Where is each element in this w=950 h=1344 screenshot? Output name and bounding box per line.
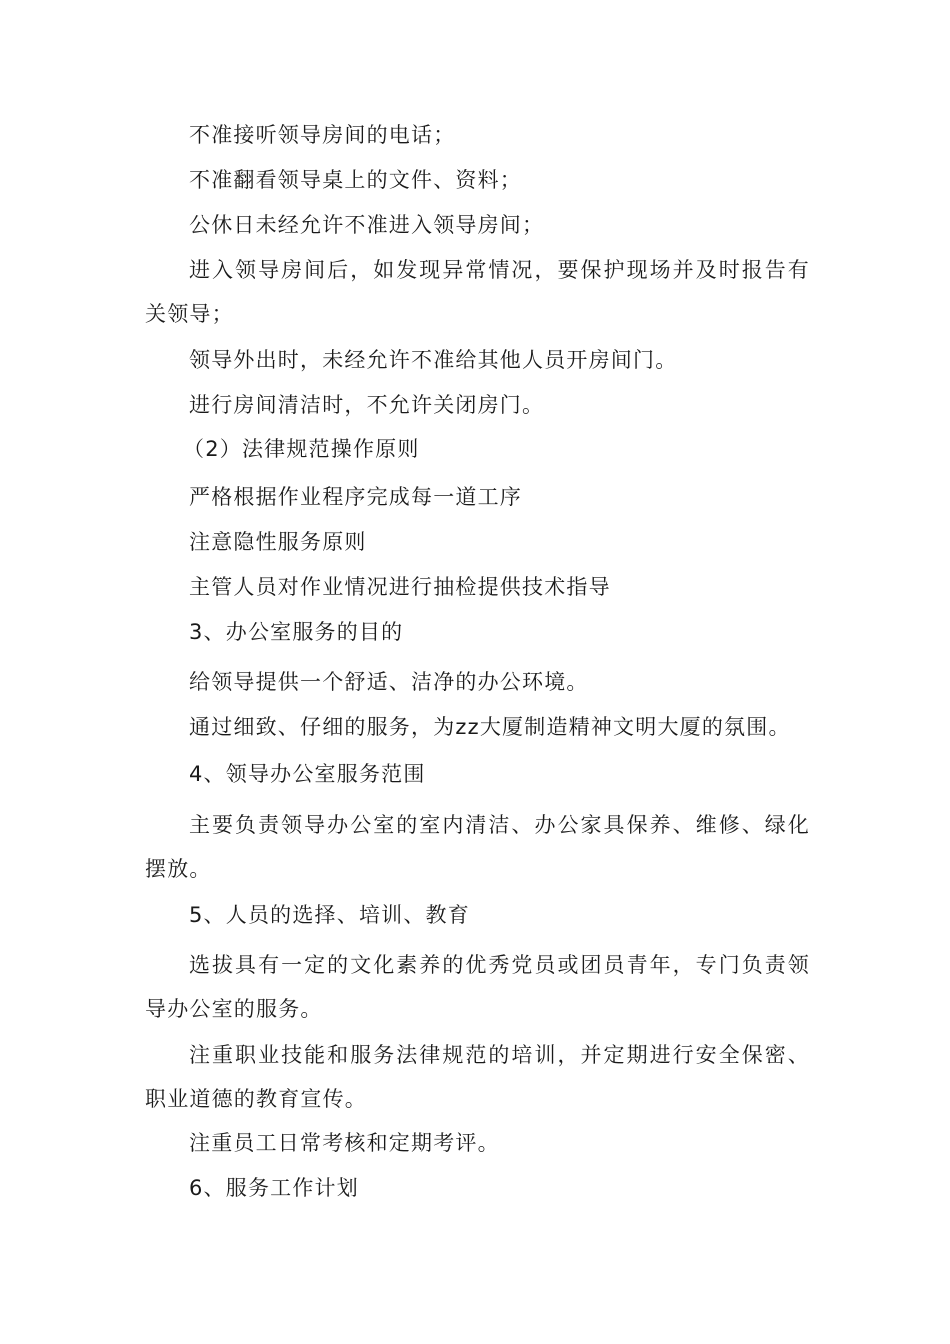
- section-heading: 6、服务工作计划: [189, 1176, 359, 1200]
- paragraph: 进行房间清洁时，不允许关闭房门。: [189, 393, 545, 417]
- paragraph: 注重职业技能和服务法律规范的培训，并定期进行安全保密、职业道德的教育宣传。: [145, 1043, 810, 1111]
- paragraph: 不准接听领导房间的电话；: [189, 123, 456, 147]
- paragraph: 不准翻看领导桌上的文件、资料；: [189, 168, 522, 192]
- paragraph: 严格根据作业程序完成每一道工序: [189, 485, 522, 509]
- paragraph: 主要负责领导办公室的室内清洁、办公家具保养、维修、绿化摆放。: [145, 813, 810, 881]
- paragraph: 主管人员对作业情况进行抽检提供技术指导: [189, 575, 611, 599]
- paragraph: 公休日未经允许不准进入领导房间；: [189, 213, 545, 237]
- paragraph: 注意隐性服务原则: [189, 530, 367, 554]
- paragraph: 进入领导房间后，如发现异常情况，要保护现场并及时报告有关领导；: [145, 258, 810, 326]
- section-heading: （2）法律规范操作原则: [183, 437, 420, 461]
- section-heading: 4、领导办公室服务范围: [189, 762, 426, 786]
- paragraph: 领导外出时，未经允许不准给其他人员开房间门。: [189, 348, 678, 372]
- section-heading: 3、办公室服务的目的: [189, 620, 404, 644]
- section-heading: 5、人员的选择、培训、教育: [189, 903, 470, 927]
- paragraph: 注重员工日常考核和定期考评。: [189, 1131, 500, 1155]
- paragraph: 通过细致、仔细的服务，为zz大厦制造精神文明大厦的氛围。: [189, 715, 791, 739]
- paragraph: 给领导提供一个舒适、洁净的办公环境。: [189, 670, 589, 694]
- paragraph: 选拔具有一定的文化素养的优秀党员或团员青年，专门负责领导办公室的服务。: [145, 953, 810, 1021]
